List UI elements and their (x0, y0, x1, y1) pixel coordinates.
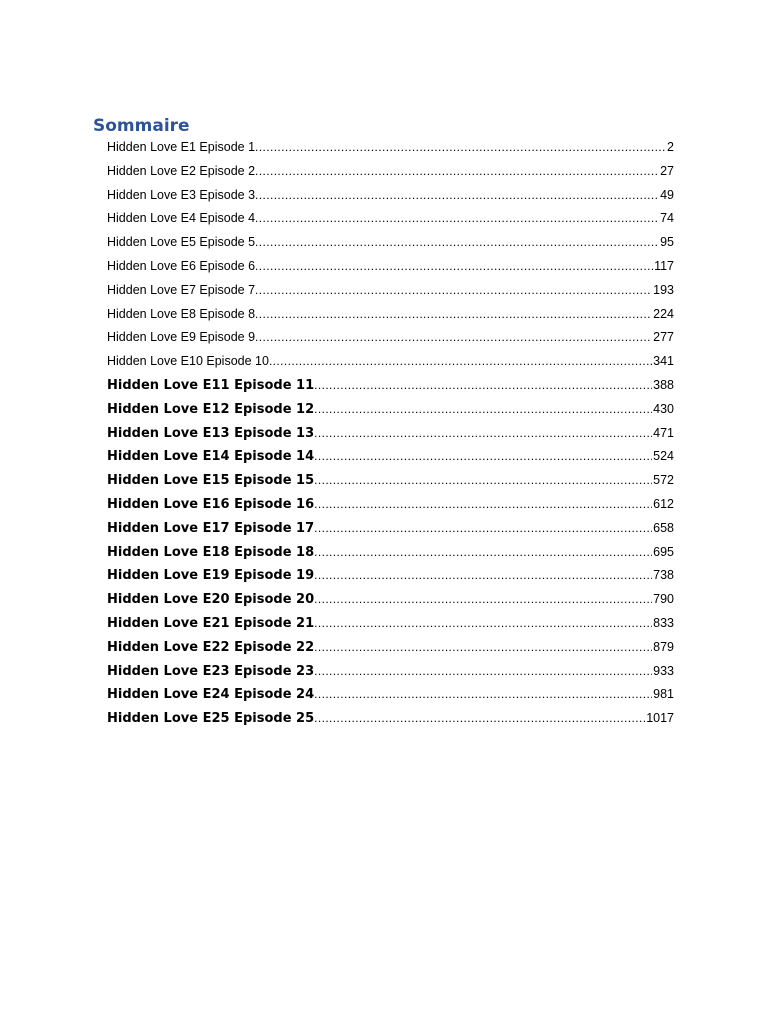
toc-entry-label: Hidden Love E18 Episode 18 (107, 544, 315, 560)
toc-entry-page-number: 933 (653, 663, 674, 678)
toc-entry-page-number: 790 (653, 592, 674, 607)
toc-entry-page-number: 74 (660, 211, 674, 226)
toc-entry-page-number: 738 (653, 568, 674, 583)
toc-dot-leader (314, 707, 645, 731)
toc-dot-leader (314, 493, 652, 517)
toc-dot-leader (314, 683, 652, 707)
toc-entry[interactable] (107, 469, 674, 493)
toc-entry[interactable] (107, 374, 674, 398)
toc-entry-page-number: 981 (653, 687, 674, 702)
toc-dot-leader (255, 160, 659, 184)
toc-entry[interactable] (107, 612, 674, 636)
toc-entry-page-number: 341 (653, 354, 674, 369)
toc-entry[interactable] (107, 422, 674, 446)
toc-entry[interactable] (107, 184, 674, 208)
toc-entry-label: Hidden Love E21 Episode 21 (107, 615, 315, 631)
toc-entry[interactable] (107, 564, 674, 588)
toc-entry-label: Hidden Love E20 Episode 20 (107, 592, 315, 608)
toc-title: Sommaire (93, 116, 190, 136)
toc-entry[interactable] (107, 660, 674, 684)
toc-entry-page-number: 430 (653, 401, 674, 416)
toc-dot-leader (255, 303, 652, 327)
toc-entry[interactable] (107, 636, 674, 660)
toc-dot-leader (255, 136, 666, 160)
toc-dot-leader (314, 445, 652, 469)
toc-list (107, 136, 674, 731)
toc-entry-page-number: 27 (660, 163, 674, 178)
toc-dot-leader (314, 398, 652, 422)
toc-dot-leader (255, 207, 659, 231)
toc-entry-page-number: 49 (660, 187, 674, 202)
toc-entry[interactable] (107, 255, 674, 279)
toc-entry[interactable] (107, 517, 674, 541)
toc-entry-label: Hidden Love E2 Episode 2 (107, 163, 256, 178)
toc-dot-leader (314, 541, 652, 565)
toc-entry-label: Hidden Love E17 Episode 17 (107, 520, 315, 536)
toc-entry[interactable] (107, 231, 674, 255)
toc-entry-page-number: 388 (653, 377, 674, 392)
toc-entry-page-number: 524 (653, 449, 674, 464)
toc-entry-label: Hidden Love E4 Episode 4 (107, 211, 256, 226)
toc-entry-label: Hidden Love E3 Episode 3 (107, 187, 256, 202)
toc-entry-label: Hidden Love E1 Episode 1 (107, 140, 256, 154)
toc-dot-leader (314, 636, 652, 660)
toc-entry-label: Hidden Love E11 Episode 11 (107, 377, 315, 393)
toc-entry-label: Hidden Love E22 Episode 22 (107, 639, 315, 655)
toc-dot-leader (314, 612, 652, 636)
toc-entry-page-number: 572 (653, 473, 674, 488)
toc-entry[interactable] (107, 398, 674, 422)
toc-entry-page-number: 224 (653, 306, 674, 321)
toc-dot-leader (255, 184, 659, 208)
toc-entry-page-number: 471 (653, 425, 674, 440)
toc-entry-label: Hidden Love E9 Episode 9 (107, 330, 256, 345)
toc-entry[interactable] (107, 160, 674, 184)
toc-dot-leader (255, 279, 652, 303)
toc-entry[interactable] (107, 588, 674, 612)
toc-entry[interactable] (107, 541, 674, 565)
toc-dot-leader (314, 517, 652, 541)
toc-entry[interactable] (107, 207, 674, 231)
toc-entry[interactable] (107, 445, 674, 469)
toc-entry-page-number: 695 (653, 544, 674, 559)
toc-entry[interactable] (107, 303, 674, 327)
toc-entry-page-number: 2 (667, 140, 674, 154)
toc-dot-leader (314, 660, 652, 684)
toc-entry[interactable] (107, 350, 674, 374)
toc-entry-page-number: 1017 (646, 711, 674, 726)
toc-entry-label: Hidden Love E24 Episode 24 (107, 687, 315, 703)
toc-dot-leader (269, 350, 652, 374)
toc-entry-label: Hidden Love E16 Episode 16 (107, 496, 315, 512)
toc-entry-label: Hidden Love E25 Episode 25 (107, 711, 315, 727)
toc-dot-leader (314, 564, 652, 588)
toc-dot-leader (314, 374, 652, 398)
toc-entry-label: Hidden Love E19 Episode 19 (107, 568, 315, 584)
toc-entry[interactable] (107, 707, 674, 731)
toc-entry[interactable] (107, 279, 674, 303)
toc-entry-label: Hidden Love E13 Episode 13 (107, 425, 315, 441)
toc-entry-label: Hidden Love E7 Episode 7 (107, 282, 256, 297)
toc-dot-leader (314, 588, 652, 612)
toc-entry-label: Hidden Love E23 Episode 23 (107, 663, 315, 679)
toc-dot-leader (255, 231, 659, 255)
toc-entry-label: Hidden Love E8 Episode 8 (107, 306, 256, 321)
toc-entry-page-number: 612 (653, 496, 674, 511)
toc-entry-label: Hidden Love E14 Episode 14 (107, 449, 315, 465)
toc-entry-page-number: 879 (653, 639, 674, 654)
toc-entry[interactable] (107, 683, 674, 707)
toc-dot-leader (314, 469, 652, 493)
toc-entry-label: Hidden Love E10 Episode 10 (107, 354, 269, 369)
toc-entry-page-number: 193 (653, 282, 674, 297)
toc-dot-leader (314, 422, 652, 446)
toc-dot-leader (255, 326, 652, 350)
toc-entry-label: Hidden Love E6 Episode 6 (107, 258, 256, 273)
toc-entry-page-number: 117 (654, 258, 674, 273)
toc-entry-label: Hidden Love E5 Episode 5 (107, 235, 256, 250)
toc-entry[interactable] (107, 493, 674, 517)
toc-entry[interactable] (107, 326, 674, 350)
toc-entry[interactable] (107, 136, 674, 160)
toc-entry-page-number: 833 (653, 615, 674, 630)
toc-entry-label: Hidden Love E12 Episode 12 (107, 401, 315, 417)
toc-dot-leader (255, 255, 653, 279)
toc-entry-page-number: 277 (653, 330, 674, 345)
toc-entry-page-number: 95 (660, 235, 674, 250)
toc-entry-page-number: 658 (653, 520, 674, 535)
toc-entry-label: Hidden Love E15 Episode 15 (107, 473, 315, 489)
